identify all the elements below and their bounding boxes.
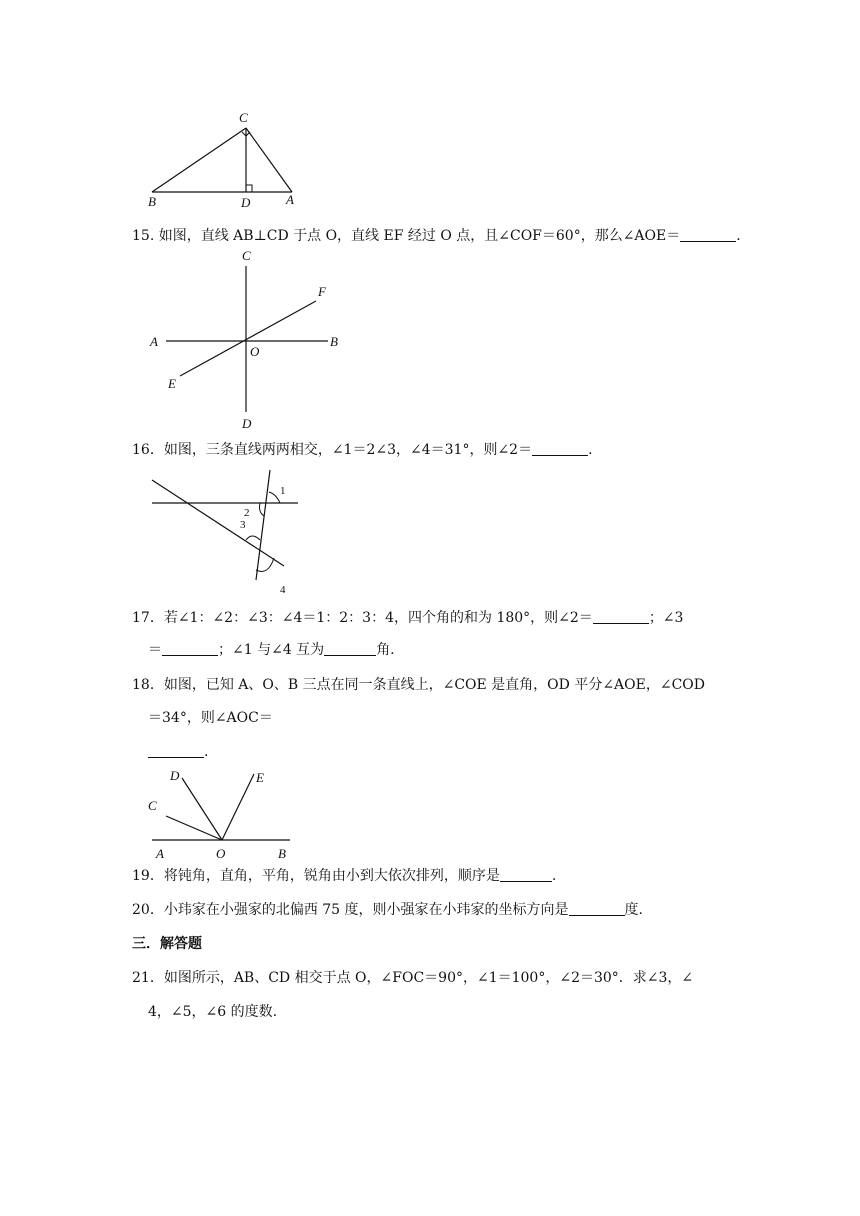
label-c: C <box>242 248 251 263</box>
question-17-line1 <box>132 608 683 628</box>
answer-blank-19[interactable] <box>500 867 552 882</box>
answer-blank-16[interactable] <box>532 441 588 456</box>
label-c: C <box>239 110 248 125</box>
label-a: A <box>156 846 164 861</box>
question-21-line1 <box>132 968 693 988</box>
question-19-text: 19．将钝角，直角，平角，锐角由小到大依次排列，顺序是 <box>132 868 500 884</box>
figure-perpendicular-lines <box>146 246 346 432</box>
label-b: B <box>148 194 156 209</box>
angle-4-label: 4 <box>280 584 286 596</box>
question-16-text: 16．如图，三条直线两两相交，∠1＝2∠3，∠4＝31°，则∠2＝ <box>132 442 533 458</box>
question-18-text: 18．如图，已知 A、O、B 三点在同一条直线上，∠COE 是直角，OD 平分∠AOE，∠COD <box>132 677 706 693</box>
question-17-line2-mid: ；∠1 与∠4 互为 <box>218 642 325 658</box>
figure-angles-on-line <box>146 764 296 862</box>
question-21-line2 <box>148 1002 277 1022</box>
label-d: D <box>241 195 251 210</box>
question-21-text: 21．如图所示，AB、CD 相交于点 O，∠FOC＝90°，∠1＝100°，∠2＝30°．求∠3，∠ <box>132 970 694 986</box>
label-a: A <box>286 192 294 207</box>
question-15 <box>132 226 741 246</box>
question-19 <box>132 866 556 886</box>
figure-right-triangle <box>146 108 296 210</box>
question-19-tail: . <box>551 868 557 884</box>
answer-blank-17b[interactable] <box>162 641 218 656</box>
question-17-line2-tail: 角. <box>376 642 395 658</box>
question-20-tail: 度. <box>624 902 643 918</box>
question-20 <box>132 900 643 920</box>
answer-blank-15[interactable] <box>680 227 736 242</box>
angle-3-label: 3 <box>240 519 246 531</box>
label-d: D <box>170 768 180 783</box>
label-b: B <box>278 846 286 861</box>
question-17-tail: ；∠3 <box>648 610 684 626</box>
label-e: E <box>256 770 264 785</box>
question-17-line2 <box>148 640 395 660</box>
label-o: O <box>250 344 260 359</box>
question-18-line2-text: ＝34°，则∠AOC＝ <box>148 710 273 726</box>
question-16 <box>132 440 593 460</box>
question-18-tail: . <box>204 744 209 760</box>
angle-2-label: 2 <box>244 507 250 519</box>
label-f: F <box>318 284 326 299</box>
label-b: B <box>330 334 338 349</box>
question-15-tail: . <box>736 228 741 244</box>
question-21-line2-text: 4，∠5，∠6 的度数. <box>148 1004 278 1020</box>
label-a: A <box>150 334 158 349</box>
answer-blank-20[interactable] <box>569 901 625 916</box>
label-e: E <box>168 376 176 391</box>
question-17-line2-pre: ＝ <box>148 642 162 658</box>
angle-1-label: 1 <box>280 485 286 497</box>
answer-blank-17a[interactable] <box>593 609 649 624</box>
section-title: 三．解答题 <box>132 936 202 952</box>
figure-three-lines <box>146 468 306 598</box>
question-18-line2 <box>148 708 273 728</box>
question-15-text: 15. 如图，直线 AB⊥CD 于点 O，直线 EF 经过 O 点，且∠COF＝60°，那么∠AOE＝ <box>132 228 681 244</box>
question-17-text: 17．若∠1：∠2：∠3：∠4＝1：2：3：4，四个角的和为 180°，则∠2＝ <box>132 610 593 626</box>
question-16-tail: . <box>588 442 593 458</box>
question-18-line3 <box>148 742 208 762</box>
question-20-text: 20．小玮家在小强家的北偏西 75 度，则小强家在小玮家的坐标方向是 <box>132 902 569 918</box>
label-c: C <box>148 798 157 813</box>
answer-blank-18[interactable] <box>148 743 204 758</box>
label-o: O <box>216 846 226 861</box>
question-18-line1 <box>132 675 705 695</box>
label-d: D <box>242 416 252 431</box>
answer-blank-17c[interactable] <box>324 641 376 656</box>
